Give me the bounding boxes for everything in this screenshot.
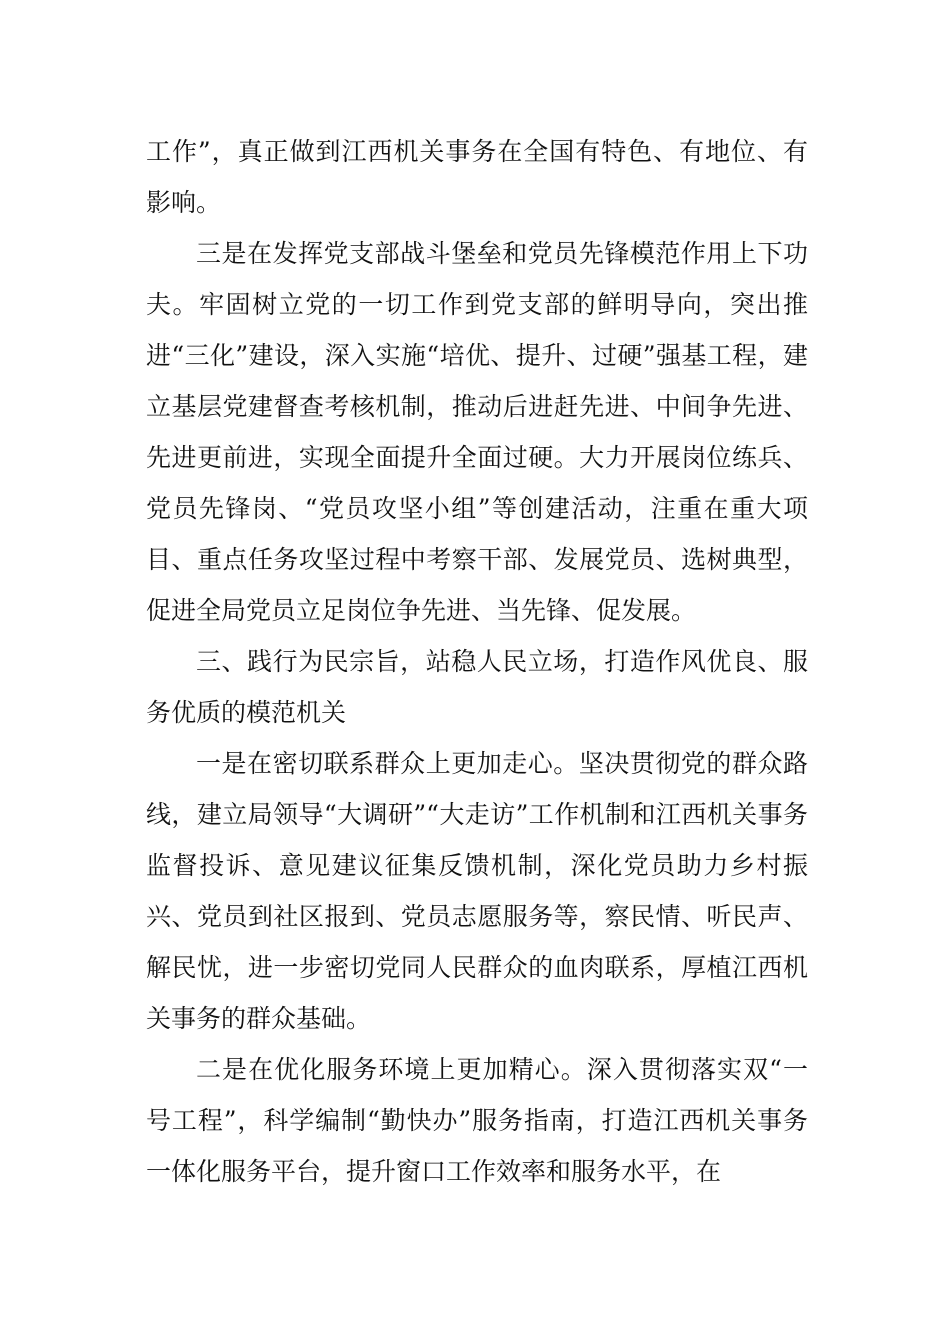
section-three-heading: 三、践行为民宗旨，站稳人民立场，打造作风优良、服务优质的模范机关 [146,647,808,727]
paragraph-point-one: 一是在密切联系群众上更加走心。坚决贯彻党的群众路线，建立局领导“大调研”“大走访”工作机制和江西机关事务监督投诉、意见建议征集反馈机制，深化党员助力乡村振兴、党员到社区报到、党员志愿服务等，察民情、听民声、解民忧，进一步密切党同人民群众的血肉联系，厚植江西机关事务的群众基础。 [146,749,808,1033]
document-body [146,126,808,1197]
paragraph-point-three: 三是在发挥党支部战斗堡垒和党员先锋模范作用上下功夫。牢固树立党的一切工作到党支部的鲜明导向，突出推进“三化”建设，深入实施“培优、提升、过硬”强基工程，建立基层党建督查考核机制，推动后进赶先进、中间争先进、先进更前进，实现全面提升全面过硬。大力开展岗位练兵、党员先锋岗、“党员攻坚小组”等创建活动，注重在重大项目、重点任务攻坚过程中考察干部、发展党员、选树典型，促进全局党员立足岗位争先进、当先锋、促发展。 [146,239,808,625]
paragraph-continuation: 工作”，真正做到江西机关事务在全国有特色、有地位、有影响。 [146,137,808,217]
paragraph-point-two: 二是在优化服务环境上更加精心。深入贯彻落实双“一号工程”，科学编制“勤快办”服务指南，打造江西机关事务一体化服务平台，提升窗口工作效率和服务水平，在 [146,1055,808,1186]
